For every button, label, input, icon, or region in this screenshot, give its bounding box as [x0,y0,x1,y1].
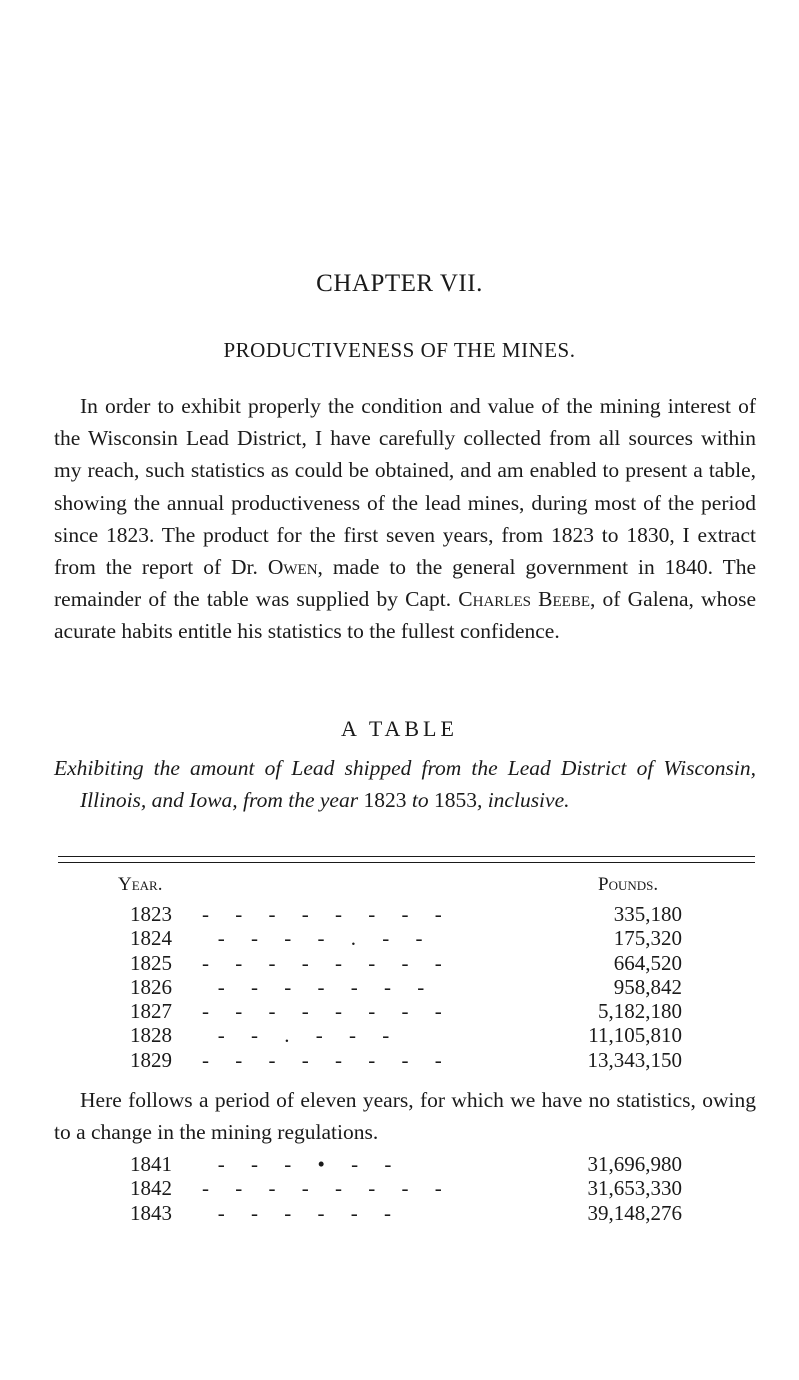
row-leader: - - - - - - - - [202,1176,442,1201]
row-leader: - - - - . - - [202,926,423,951]
row-year: 1825 [130,950,172,975]
intro-text-3: , of Galena, whose acurate habits entitle his statistics to the fullest confidence. [54,587,756,644]
table-row [130,1152,690,1176]
table-row [130,999,690,1023]
row-amount: 11,105,810 [588,1023,682,1048]
table-row [130,1048,690,1072]
row-amount: 31,653,330 [587,1176,682,1201]
row-year: 1827 [130,999,172,1024]
row-leader: - - - - - - [202,1200,391,1225]
row-amount: 13,343,150 [587,1047,682,1072]
caption-year-start: 1823 [363,788,407,812]
table-caption [54,752,756,816]
table-rule-bottom [58,862,755,863]
row-leader: - - - - - - - - [202,1047,442,1072]
table-row [130,951,690,975]
row-amount: 175,320 [613,926,682,951]
row-year: 1824 [130,926,172,951]
row-leader: - - - • - - [202,1152,392,1176]
name-beebe: Charles Beebe [458,587,590,612]
row-amount: 664,520 [613,950,682,975]
row-leader: - - . - - - [202,1023,390,1048]
row-leader: - - - - - - - - [202,950,442,975]
caption-text-b: , inclusive. [476,788,570,812]
row-amount: 39,148,276 [587,1200,682,1225]
table-row [130,926,690,950]
column-header-year: Year. [118,874,163,895]
row-year: 1843 [130,1200,172,1225]
intro-text-2: , made to the general government in 1840. The remainder of the table was supplied by Capt. [54,555,756,612]
table-row [130,902,690,926]
table-row [130,1023,690,1047]
caption-to: to [406,788,434,812]
table-heading: A TABLE [341,716,458,741]
row-leader: - - - - - - - - [202,902,442,926]
row-amount: 5,182,180 [598,999,682,1024]
row-leader: - - - - - - - - [202,999,442,1024]
chapter-title: PRODUCTIVENESS OF THE MINES. [223,338,576,362]
row-year: 1823 [130,902,172,926]
table-rows-second [130,1152,690,1225]
caption-year-end: 1853 [433,788,477,812]
chapter-heading: CHAPTER VII. [316,270,483,297]
row-amount: 31,696,980 [587,1152,682,1176]
row-year: 1841 [130,1152,172,1176]
row-amount: 958,842 [613,974,682,999]
table-row [130,1176,690,1200]
row-year: 1829 [130,1047,172,1072]
table-row [130,1201,690,1225]
intro-paragraph [54,390,756,648]
row-leader: - - - - - - - [202,974,425,999]
row-year: 1826 [130,974,172,999]
caption-text-a: Exhibiting the amount of Lead shipped from the Lead District of Wisconsin, Illinois, and Iowa, from the year [54,756,756,812]
row-year: 1842 [130,1176,172,1201]
table-rule-top [58,856,755,857]
column-header-pounds: Pounds. [598,874,659,895]
table-row [130,975,690,999]
row-amount: 335,180 [613,902,682,926]
row-year: 1828 [130,1023,172,1048]
table-rows-first [130,902,690,1072]
gap-note: Here follows a period of eleven years, for which we have no statistics, owing to a change in the mining regulations. [54,1088,756,1145]
intro-text-1: In order to exhibit properly the condition and value of the mining interest of the Wisconsin Lead District, I have carefully collected from all sources within my reach, such statistics as could be obtained, and am enabled to present a table, showing the annual productiveness of the lead mines, during most of the period since 1823. The product for the first seven years, from 1823 to 1830, I extract from the report of Dr. [54,394,756,580]
name-owen: Owen [267,555,318,580]
